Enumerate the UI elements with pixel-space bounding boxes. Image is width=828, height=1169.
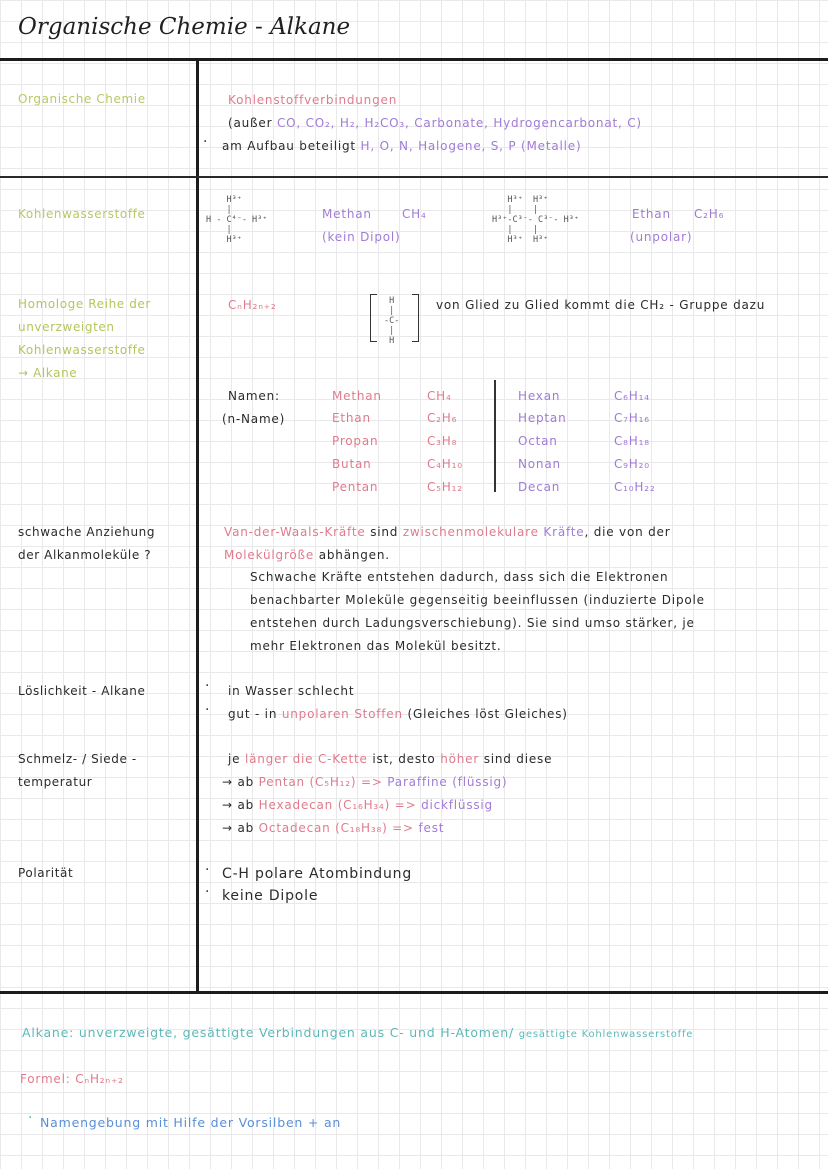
- text: → ab: [222, 775, 255, 789]
- state-term: Paraffine (flüssig): [387, 775, 508, 789]
- alkane-name: Butan: [332, 457, 372, 471]
- alkane-formula: C₅H₁₂: [427, 480, 463, 494]
- organic-exceptions-list: CO, CO₂, H₂, H₂CO₃, Carbonate, Hydrogencarbonat, C): [276, 116, 642, 130]
- alkane-name: Pentan: [332, 480, 379, 494]
- text: je: [228, 752, 241, 766]
- organic-elements: [222, 139, 581, 153]
- alkane-name: Hexan: [518, 389, 561, 403]
- page-title: Organische Chemie - Alkane: [18, 14, 351, 40]
- text: sind: [370, 525, 399, 539]
- bottom-rule: [0, 991, 828, 994]
- bullet-dot: ·: [205, 884, 210, 900]
- row-divider: [0, 176, 828, 178]
- melting-row: [222, 798, 493, 812]
- text: gesättigte Kohlenwasserstoffe: [518, 1029, 694, 1040]
- attraction-paragraph-4: mehr Elektronen das Molekül besitzt.: [250, 639, 502, 653]
- hexadecan-term: Hexadecan (C₁₆H₃₄) =>: [258, 798, 417, 812]
- alkane-name: Nonan: [518, 457, 561, 471]
- polarity-bond: C-H polare Atombindung: [222, 866, 413, 882]
- left-bracket: [370, 294, 377, 342]
- methane-structure: H³⁺ | H - C⁴⁻- H³⁺ | H³⁺: [206, 195, 268, 245]
- forces-term: Kräfte: [543, 525, 585, 539]
- organic-exceptions: [228, 116, 642, 130]
- methane-formula: CH₄: [402, 207, 427, 221]
- melting-rule: [228, 752, 552, 766]
- label-organic: Organische Chemie: [18, 92, 146, 106]
- attraction-paragraph-1: Schwache Kräfte entstehen dadurch, dass sich die Elektronen: [250, 570, 669, 584]
- text: , die von der: [584, 525, 671, 539]
- label-homolog-3: Kohlenwasserstoffe: [18, 343, 146, 357]
- attraction-paragraph-3: entstehen durch Ladungsverschiebung). Sie sind umso stärker, je: [250, 616, 695, 630]
- label-polarity: Polarität: [18, 866, 74, 880]
- alkane-formula: C₆H₁₄: [614, 389, 650, 403]
- homolog-description: von Glied zu Glied kommt die CH₂ - Gruppe dazu: [436, 298, 766, 312]
- alkane-term: Alkane:: [22, 1025, 75, 1040]
- molecule-size-term: Molekülgröße: [224, 548, 315, 562]
- label-attraction-2: der Alkanmoleküle ?: [18, 548, 152, 562]
- melting-row: [222, 821, 444, 835]
- alkane-formula: C₃H₈: [427, 434, 458, 448]
- alkane-name: Ethan: [332, 411, 371, 425]
- right-bracket: [412, 294, 419, 342]
- octadecan-term: Octadecan (C₁₈H₃₈) =>: [258, 821, 414, 835]
- alkane-name: Propan: [332, 434, 379, 448]
- bullet-dot: ·: [28, 1110, 33, 1126]
- general-formula: CₙH₂ₙ₊₂: [228, 298, 277, 312]
- intermolecular-term: zwischenmolekulare: [402, 525, 539, 539]
- ethane-name: Ethan: [632, 207, 671, 221]
- melting-row: [222, 775, 507, 789]
- organic-definition: Kohlenstoffverbindungen: [228, 93, 398, 107]
- alkane-formula: C₈H₁₈: [614, 434, 650, 448]
- label-melting-2: temperatur: [18, 775, 93, 789]
- state-term: fest: [418, 821, 445, 835]
- label-melting-1: Schmelz- / Siede -: [18, 752, 137, 766]
- formula-value: CₙH₂ₙ₊₂: [75, 1072, 124, 1086]
- methane-note: (kein Dipol): [322, 230, 401, 244]
- label-homolog-4: → Alkane: [18, 366, 78, 380]
- alkane-formula: C₁₀H₂₂: [614, 480, 656, 494]
- ethane-structure: H³⁺ H³⁺ | | H³⁺-C³⁻- C³⁻- H³⁺ | | H³⁺ H³⁺: [492, 195, 579, 245]
- names-sub: (n-Name): [222, 412, 286, 426]
- label-solubility: Löslichkeit - Alkane: [18, 684, 146, 698]
- text: ist, desto: [372, 752, 436, 766]
- text: unverzweigte, gesättigte Verbindungen aus C- und H-Atomen/: [78, 1025, 514, 1040]
- alkane-formula: C₂H₆: [427, 411, 458, 425]
- summary-naming: Namengebung mit Hilfe der Vorsilben + an: [40, 1115, 342, 1130]
- text: gut - in: [228, 707, 278, 721]
- higher-term: höher: [440, 752, 480, 766]
- state-term: dickflüssig: [421, 798, 493, 812]
- solubility-water: in Wasser schlecht: [228, 684, 355, 698]
- attraction-line-1: [224, 525, 670, 539]
- alkane-name: Methan: [332, 389, 382, 403]
- alkane-formula: C₄H₁₀: [427, 457, 463, 471]
- organic-elements-list: H, O, N, Halogene, S, P (Metalle): [360, 139, 582, 153]
- text: (Gleiches löst Gleiches): [407, 707, 568, 721]
- alkane-name: Octan: [518, 434, 558, 448]
- top-rule: [0, 58, 828, 61]
- text: → ab: [222, 798, 255, 812]
- label-hydrocarbons: Kohlenwasserstoffe: [18, 207, 146, 221]
- pentan-term: Pentan (C₅H₁₂) =>: [258, 775, 383, 789]
- chain-term: C-Kette: [317, 752, 368, 766]
- text: sind diese: [483, 752, 553, 766]
- bullet-dot: ·: [203, 134, 208, 150]
- ch2-group-structure: H | -C- | H: [384, 296, 400, 346]
- formula-label: Formel:: [20, 1072, 71, 1086]
- polarity-dipoles: keine Dipole: [222, 888, 319, 904]
- alkane-formula: CH₄: [427, 389, 452, 403]
- vdw-term: Van-der-Waals-Kräfte: [224, 525, 366, 539]
- ethane-formula: C₂H₆: [694, 207, 725, 221]
- label-homolog-1: Homologe Reihe der: [18, 297, 151, 311]
- solubility-nonpolar: [228, 707, 568, 721]
- summary-definition: [22, 1025, 693, 1040]
- attraction-line-2: [224, 548, 390, 562]
- longer-term: länger die: [244, 752, 314, 766]
- bullet-dot: ·: [205, 678, 210, 694]
- text: abhängen.: [318, 548, 390, 562]
- label-homolog-2: unverzweigten: [18, 320, 115, 334]
- alkane-name: Decan: [518, 480, 561, 494]
- ethane-note: (unpolar): [630, 230, 693, 244]
- table-separator: [494, 380, 496, 492]
- bullet-dot: ·: [205, 862, 210, 878]
- attraction-paragraph-2: benachbarter Moleküle gegenseitig beeinflussen (induzierte Dipole: [250, 593, 705, 607]
- label-attraction-1: schwache Anziehung: [18, 525, 156, 539]
- alkane-name: Heptan: [518, 411, 567, 425]
- summary-formula: [20, 1072, 124, 1086]
- names-label: Namen:: [228, 389, 280, 403]
- organic-exceptions-prefix: (außer: [228, 116, 273, 130]
- bullet-dot: ·: [205, 702, 210, 718]
- column-divider: [196, 60, 199, 992]
- text: → ab: [222, 821, 255, 835]
- organic-elements-prefix: am Aufbau beteiligt: [222, 139, 356, 153]
- alkane-formula: C₉H₂₀: [614, 457, 650, 471]
- nonpolar-term: unpolaren Stoffen: [281, 707, 403, 721]
- alkane-formula: C₇H₁₆: [614, 411, 650, 425]
- methane-name: Methan: [322, 207, 372, 221]
